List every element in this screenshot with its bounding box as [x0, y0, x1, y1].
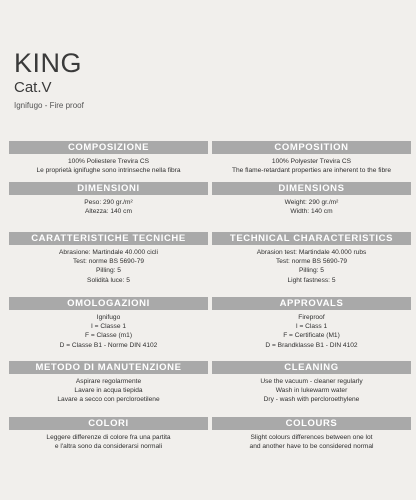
- section-heading-approvals: OMOLOGAZIONI: [9, 297, 208, 310]
- section-heading-maintenance: METODO DI MANUTENZIONE: [9, 361, 208, 374]
- spec-line: Leggere differenze di colore fra una partita: [46, 434, 171, 441]
- spec-line: Solidità luce: 5: [87, 276, 130, 284]
- section-body-colours: [9, 433, 208, 451]
- spec-line: Width: 140 cm: [290, 208, 333, 216]
- section-body-composition: [212, 157, 411, 175]
- spec-line: 100% Poliestere Trevira CS: [68, 158, 149, 165]
- section-body-dimensions: [9, 198, 208, 216]
- section-body-technical: [212, 248, 411, 285]
- spec-line: Le proprietà ignifughe sono intrinseche nella fibra: [36, 167, 181, 175]
- spec-line: The flame-retardant properties are inherent to the fibre: [231, 167, 392, 175]
- section-heading-composition: COMPOSITION: [212, 141, 411, 154]
- spec-line: Peso: 290 gr./m²: [84, 199, 133, 206]
- spec-line: Pilling: 5: [299, 267, 324, 275]
- product-category: Cat.V: [14, 79, 52, 96]
- spec-line: I = Classe 1: [90, 323, 126, 331]
- spec-line: I = Class 1: [295, 323, 328, 331]
- spec-line: Abrasion test: Martindale 40.000 rubs: [256, 249, 367, 256]
- section-body-approvals: [9, 313, 208, 350]
- section-heading-maintenance: CLEANING: [212, 361, 411, 374]
- spec-line: Ignifugo: [96, 314, 121, 321]
- section-body-maintenance: [212, 377, 411, 405]
- section-heading-colours: COLOURS: [212, 417, 411, 430]
- section-heading-composition: COMPOSIZIONE: [9, 141, 208, 154]
- product-title: KING: [14, 48, 83, 78]
- section-body-maintenance: [9, 377, 208, 405]
- spec-line: Use the vacuum - cleaner regularly: [260, 378, 363, 385]
- spec-line: Test: norme BS 5690-79: [72, 258, 145, 266]
- section-body-colours: [212, 433, 411, 451]
- section-body-composition: [9, 157, 208, 175]
- spec-line: and another have to be considered normal: [249, 443, 374, 451]
- product-tagline: Ignifugo - Fire proof: [14, 101, 84, 110]
- section-body-technical: [9, 248, 208, 285]
- spec-line: Dry - wash with percloroethylene: [263, 396, 360, 404]
- spec-line: F = Certificate (M1): [283, 332, 340, 340]
- spec-line: Altezza: 140 cm: [85, 208, 132, 216]
- spec-line: Aspirare regolarmente: [75, 378, 142, 385]
- section-heading-colours: COLORI: [9, 417, 208, 430]
- spec-line: Light fastness: 5: [287, 276, 336, 284]
- spec-line: Fireproof: [298, 314, 325, 321]
- section-heading-approvals: APPROVALS: [212, 297, 411, 310]
- spec-line: Test: norme BS 5690-79: [275, 258, 348, 266]
- section-body-approvals: [212, 313, 411, 350]
- spec-line: F = Classe (m1): [84, 332, 133, 340]
- section-heading-technical: TECHNICAL CHARACTERISTICS: [212, 232, 411, 245]
- spec-line: Slight colours differences between one lot: [250, 434, 373, 441]
- spec-line: Lavare a secco con percloroetilene: [57, 396, 160, 404]
- spec-line: D = Classe B1 - Norme DIN 4102: [59, 341, 158, 349]
- section-heading-dimensions: DIMENSIONI: [9, 182, 208, 195]
- section-body-dimensions: [212, 198, 411, 216]
- section-heading-technical: CARATTERISTICHE TECNICHE: [9, 232, 208, 245]
- spec-line: D = Brandklasse B1 - DIN 4102: [265, 341, 358, 349]
- spec-line: Wash in lukewarm water: [275, 387, 348, 395]
- spec-line: 100% Polyester Trevira CS: [271, 158, 352, 165]
- spec-line: Lavare in acqua tiepida: [74, 387, 143, 395]
- spec-line: e l'altra sono da considerarsi normali: [54, 443, 163, 451]
- spec-line: Weight: 290 gr./m²: [284, 199, 339, 206]
- spec-line: Abrasione: Martindale 40.000 cicli: [59, 249, 158, 256]
- spec-line: Pilling: 5: [96, 267, 121, 275]
- section-heading-dimensions: DIMENSIONS: [212, 182, 411, 195]
